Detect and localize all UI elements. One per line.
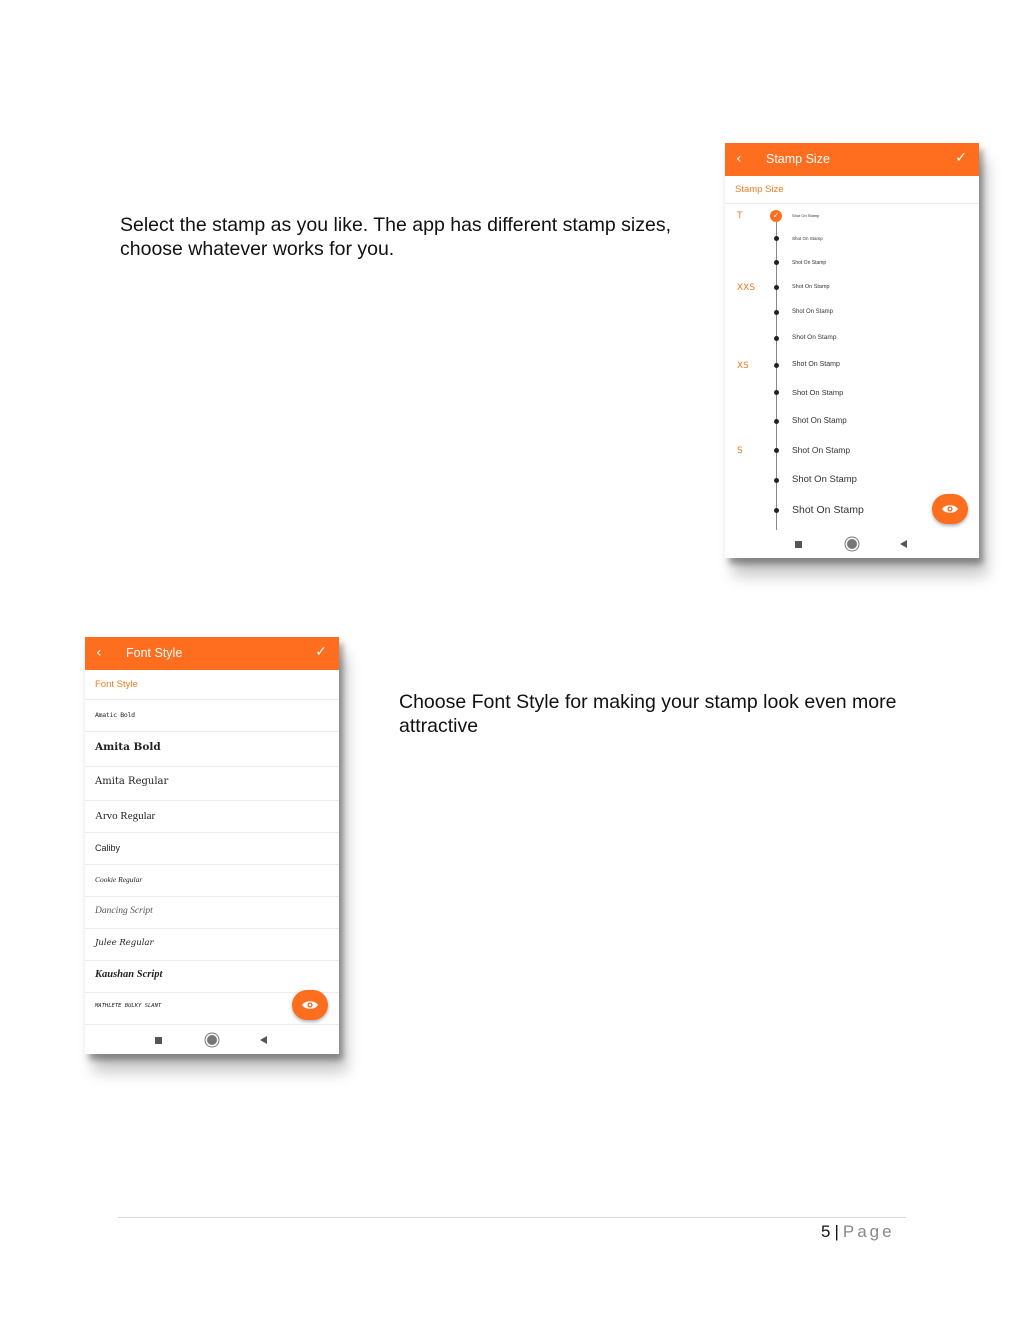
font-option[interactable]: Amita Regular [95, 776, 169, 787]
divider [85, 731, 339, 732]
recents-icon[interactable] [795, 541, 802, 548]
stamp-option[interactable]: Shot On Stamp [792, 213, 820, 218]
size-label-s: S [737, 446, 743, 456]
size-option-dot[interactable] [774, 508, 779, 513]
font-style-screenshot [85, 637, 339, 1054]
size-label-t: T [737, 211, 743, 221]
chevron-left-icon[interactable]: ‹ [96, 645, 102, 661]
size-option-dot[interactable] [774, 478, 779, 483]
stamp-size-description: Select the stamp as you like. The app has different stamp sizes, choose whatever works for you. [120, 214, 671, 260]
chevron-left-icon[interactable]: ‹ [736, 151, 742, 167]
footer-separator: | [834, 1222, 839, 1241]
system-nav-bar [725, 530, 979, 558]
stamp-option[interactable]: Shot On Stamp [792, 504, 864, 516]
stamp-option[interactable]: Shot On Stamp [792, 361, 840, 368]
font-option[interactable]: Caliby [95, 843, 121, 853]
page-footer [821, 1222, 895, 1242]
size-option-dot[interactable] [774, 419, 779, 424]
divider [85, 960, 339, 961]
stamp-option[interactable]: Shot On Stamp [792, 309, 834, 315]
screen-title: Stamp Size [766, 152, 830, 166]
divider [85, 832, 339, 833]
font-option[interactable]: Julee Regular [95, 938, 154, 948]
app-bar [85, 637, 339, 670]
stamp-option[interactable]: Shot On Stamp [792, 334, 837, 341]
font-option[interactable]: Dancing Script [95, 906, 153, 916]
preview-button[interactable] [932, 494, 968, 524]
page-label: Page [842, 1222, 895, 1241]
font-option[interactable]: Amatic Bold [95, 711, 135, 719]
home-icon[interactable] [847, 539, 857, 549]
size-option-dot[interactable] [774, 390, 779, 395]
font-option[interactable]: Amita Bold [95, 741, 161, 753]
stamp-option[interactable]: Shot On Stamp [792, 416, 847, 425]
section-header: Font Style [95, 679, 138, 690]
app-bar [725, 143, 979, 176]
size-label-xs: XS [737, 361, 749, 371]
recents-icon[interactable] [155, 1037, 162, 1044]
check-icon[interactable]: ✓ [315, 644, 327, 660]
stamp-option[interactable]: Shot On Stamp [792, 236, 823, 241]
divider [85, 928, 339, 929]
back-icon[interactable] [900, 540, 907, 548]
font-option[interactable]: Cookie Regular [95, 875, 143, 884]
divider [85, 766, 339, 767]
size-option-dot[interactable] [774, 336, 779, 341]
size-label-xxs: XXS [737, 283, 756, 293]
font-option[interactable]: Kaushan Script [95, 969, 163, 980]
size-option-dot[interactable] [774, 236, 779, 241]
size-option-dot[interactable] [774, 285, 779, 290]
stamp-option[interactable]: Shot On Stamp [792, 474, 857, 485]
screen-title: Font Style [126, 646, 183, 660]
eye-icon [941, 502, 959, 516]
preview-button[interactable] [292, 990, 328, 1020]
check-icon[interactable]: ✓ [955, 150, 967, 166]
divider [85, 1024, 339, 1025]
size-option-dot[interactable] [774, 363, 779, 368]
selected-check-icon[interactable]: ✓ [770, 210, 782, 222]
eye-icon [301, 998, 319, 1012]
divider [85, 864, 339, 865]
divider [85, 896, 339, 897]
stamp-option[interactable]: Shot On Stamp [792, 388, 844, 397]
size-option-dot[interactable] [774, 260, 779, 265]
stamp-option[interactable]: Shot On Stamp [792, 284, 830, 290]
font-option[interactable]: MATHLETE BULKY SLANT [95, 1003, 162, 1009]
footer-rule [118, 1217, 906, 1218]
divider [85, 699, 339, 700]
back-icon[interactable] [260, 1036, 267, 1044]
font-style-description: Choose Font Style for making your stamp look even more attractive [399, 691, 897, 737]
stamp-size-screenshot [725, 143, 979, 558]
size-option-dot[interactable] [774, 310, 779, 315]
stamp-option[interactable]: Shot On Stamp [792, 260, 827, 266]
size-option-dot[interactable] [774, 448, 779, 453]
system-nav-bar [85, 1026, 339, 1054]
divider [85, 800, 339, 801]
home-icon[interactable] [207, 1035, 217, 1045]
page-number: 5 [821, 1222, 831, 1241]
section-header: Stamp Size [735, 184, 784, 195]
font-option[interactable]: Arvo Regular [95, 810, 156, 822]
divider [725, 203, 979, 204]
stamp-option[interactable]: Shot On Stamp [792, 445, 851, 455]
